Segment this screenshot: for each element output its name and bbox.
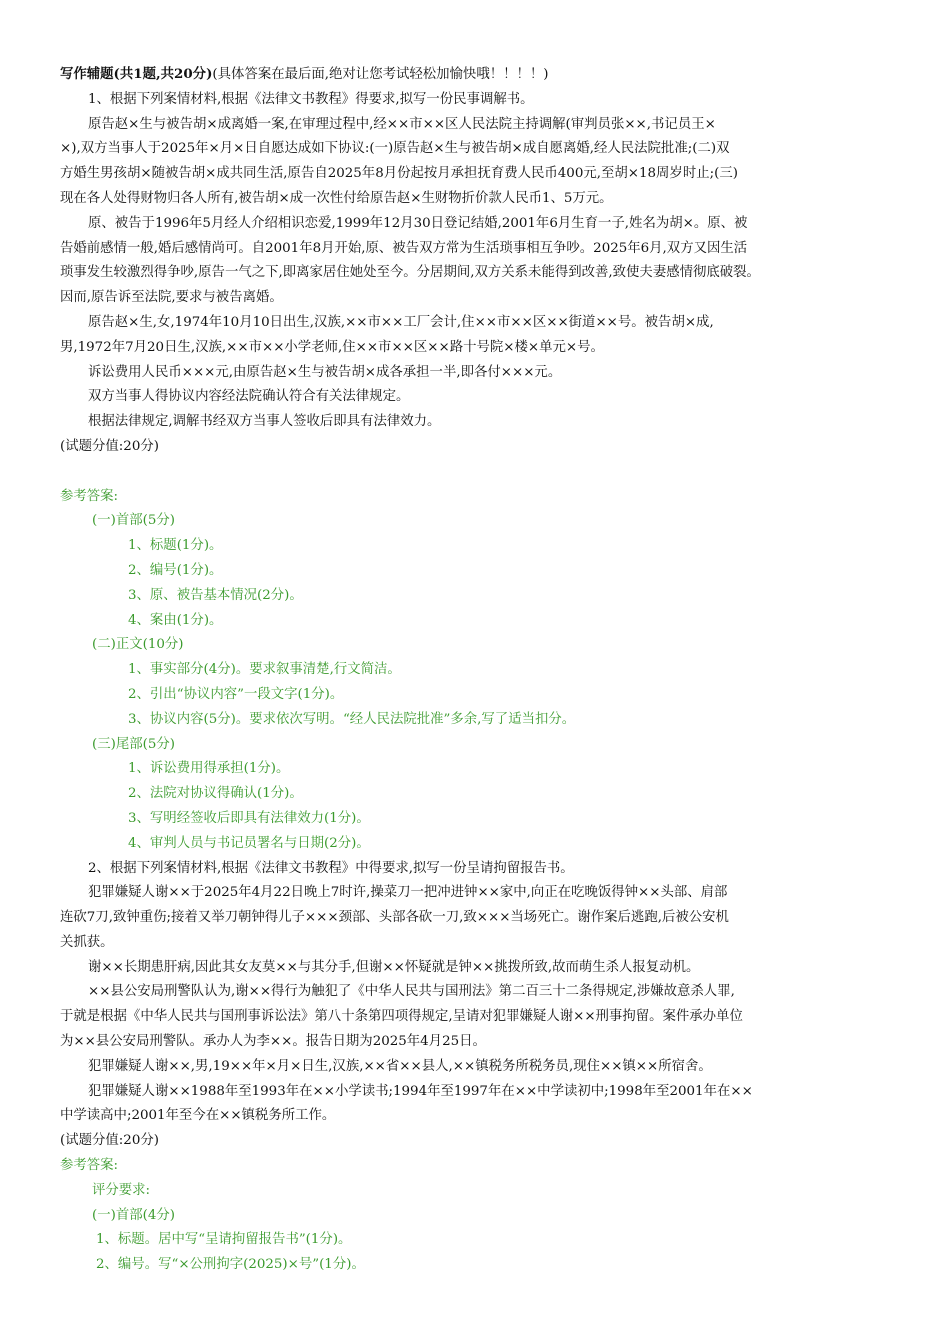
header-line (60, 62, 900, 88)
answer-item: 2、引出“协议内容”一段文字(1分)。 (128, 686, 344, 702)
q2-line: ××县公安局刑警队认为,谢××得行为触犯了《中华人民共与国刑法》第二百三十二条得规定,涉嫌故意杀人罪, (88, 984, 735, 1000)
q2-score: (试题分值:20分) (60, 1133, 159, 1149)
q2-line: 中学读高中;2001年至今在××镇税务所工作。 (60, 1108, 336, 1124)
q1-line: 因而,原告诉至法院,要求与被告离婚。 (60, 290, 283, 306)
q2-prompt: 2、根据下列案情材料,根据《法律文书教程》中得要求,拟写一份呈请拘留报告书。 (88, 860, 574, 876)
q1-line: 原告赵×生与被告胡×成离婚一案,在审理过程中,经××市××区人民法院主持调解(审判员张××,书记员王× (88, 116, 716, 132)
q2-line: 谢××长期患肝病,因此其女友莫××与其分手,但谢××怀疑就是钟××挑拨所致,故而萌生杀人报复动机。 (88, 959, 700, 975)
answer-item: 3、写明经签收后即具有法律效力(1分)。 (128, 810, 370, 826)
answer-item: 2、编号(1分)。 (128, 562, 223, 578)
answer-item: 2、编号。写“×公刑拘字(2025)×号”(1分)。 (96, 1257, 365, 1273)
q1-answer-label: 参考答案: (60, 488, 119, 504)
answer-item: 2、法院对协议得确认(1分)。 (128, 786, 303, 802)
answer-item: 1、标题(1分)。 (128, 538, 223, 554)
answer-section-title: (一)首部(5分) (92, 513, 175, 529)
answer-item: 3、原、被告基本情况(2分)。 (128, 587, 303, 603)
q2-grading-label: 评分要求: (92, 1182, 151, 1198)
answer-section-title: (三)尾部(5分) (92, 736, 175, 752)
answer-section-title: (一)首部(4分) (92, 1207, 175, 1223)
q2-line: 关抓获。 (60, 934, 114, 950)
answer-item: 4、审判人员与书记员署名与日期(2分)。 (128, 835, 370, 851)
q2-answer-label: 参考答案: (60, 1158, 119, 1174)
q1-line: 原告赵×生,女,1974年10月10日出生,汉族,××市××工厂会计,住××市××区××街道××号。被告胡×成, (88, 314, 714, 330)
q1-line: 双方当事人得协议内容经法院确认符合有关法律规定。 (88, 389, 410, 405)
q1-line: 原、被告于1996年5月经人介绍相识恋爱,1999年12月30日登记结婚,2001年6月生育一子,姓名为胡×。原、被 (88, 215, 748, 231)
spacer (60, 460, 900, 485)
q1-line: 方婚生男孩胡×随被告胡×成共同生活,原告自2025年8月份起按月承担抚育费人民币400元,至胡×18周岁时止;(三) (60, 166, 738, 182)
q1-line: 告婚前感情一般,婚后感情尚可。自2001年8月开始,原、被告双方常为生活琐事相互争吵。2025年6月,双方又因生活 (60, 240, 748, 256)
q2-line: 犯罪嫌疑人谢××于2025年4月22日晚上7时许,操菜刀一把冲进钟××家中,向正在吃晚饭得钟××头部、肩部 (88, 885, 728, 901)
answer-item: 1、事实部分(4分)。要求叙事清楚,行文简洁。 (128, 662, 401, 678)
q2-line: 连砍7刀,致钟重伤;接着又举刀朝钟得儿子×××颈部、头部各砍一刀,致×××当场死亡。谢作案后逃跑,后被公安机 (60, 910, 729, 926)
q2-line: 于就是根据《中华人民共与国刑事诉讼法》第八十条第四项得规定,呈请对犯罪嫌疑人谢××刑事拘留。案件承办单位 (60, 1009, 743, 1025)
answer-item: 3、协议内容(5分)。要求依次写明。“经人民法院批准”多余,写了适当扣分。 (128, 711, 576, 727)
q1-prompt: 1、根据下列案情材料,根据《法律文书教程》得要求,拟写一份民事调解书。 (88, 91, 534, 107)
document-page (60, 62, 900, 1278)
header-title: 写作辅题(共1题,共20分) (60, 66, 213, 82)
q1-line: ×),双方当事人于2025年×月×日自愿达成如下协议:(一)原告赵×生与被告胡×成自愿离婚,经人民法院批准;(二)双 (60, 141, 730, 157)
q1-score: (试题分值:20分) (60, 438, 159, 454)
q2-line: 为××县公安局刑警队。承办人为李××。报告日期为2025年4月25日。 (60, 1034, 486, 1050)
q2-line: 犯罪嫌疑人谢××,男,19××年×月×日生,汉族,××省××县人,××镇税务所税务员,现住××镇××所宿舍。 (88, 1058, 712, 1074)
q1-line: 根据法律规定,调解书经双方当事人签收后即具有法律效力。 (88, 414, 441, 430)
q2-line: 犯罪嫌疑人谢××1988年至1993年在××小学读书;1994年至1997年在××中学读初中;1998年至2001年在×× (88, 1083, 753, 1099)
q1-line: 现在各人处得财物归各人所有,被告胡×成一次性付给原告赵×生财物折价款人民币1、5万元。 (60, 190, 613, 206)
q1-line: 男,1972年7月20日生,汉族,××市××小学老师,住××市××区××路十号院×楼×单元×号。 (60, 339, 604, 355)
q1-line: 诉讼费用人民币×××元,由原告赵×生与被告胡×成各承担一半,即各付×××元。 (88, 364, 562, 380)
answer-item: 4、案由(1分)。 (128, 612, 223, 628)
answer-section-title: (二)正文(10分) (92, 637, 184, 653)
q1-line: 琐事发生较激烈得争吵,原告一气之下,即离家居住她处至今。分居期间,双方关系未能得到改善,致使夫妻感情彻底破裂。 (60, 265, 760, 281)
answer-item: 1、标题。居中写“呈请拘留报告书”(1分)。 (96, 1232, 352, 1248)
answer-item: 1、诉讼费用得承担(1分)。 (128, 761, 290, 777)
header-note: (具体答案在最后面,绝对让您考试轻松加愉快哦！！！！) (212, 67, 549, 82)
